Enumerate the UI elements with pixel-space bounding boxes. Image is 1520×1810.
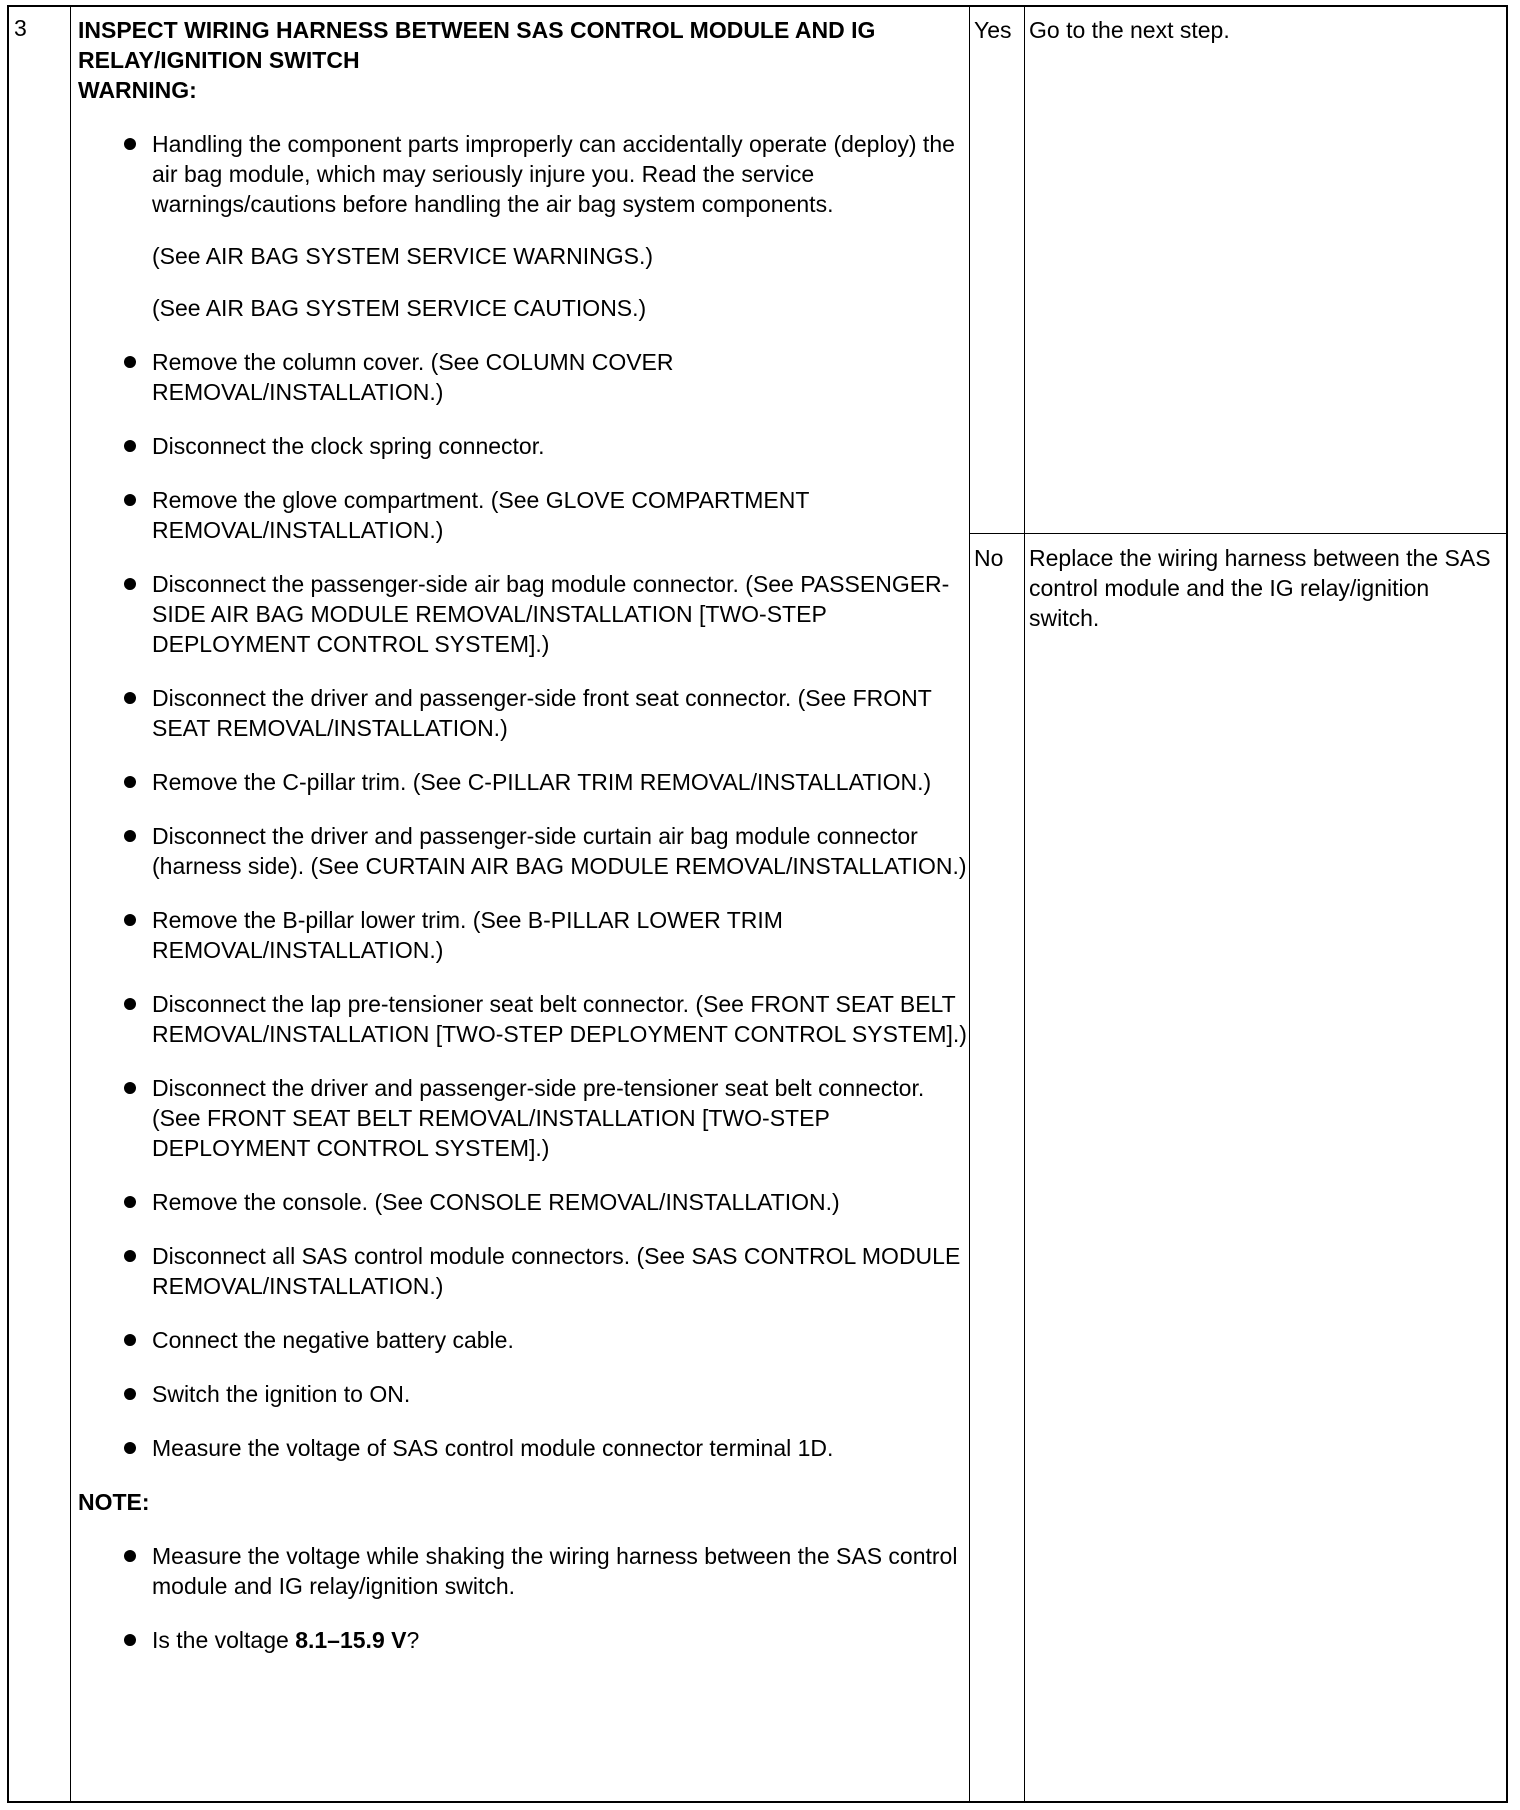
- question-prefix: Is the voltage: [152, 1627, 296, 1653]
- bullet-icon: [124, 578, 136, 590]
- procedure-item: Disconnect the driver and passenger-side pre-tensioner seat belt connector. (See FRONT SEAT BELT REMOVAL/INSTALLATION [TWO-STEP DEPLOYMENT CONTROL SYSTEM].): [78, 1073, 968, 1163]
- warning-text: Handling the component parts improperly can accidentally operate (deploy) the air bag module, which may seriously injure you. Read the service warnings/cautions before handling the air bag system components.: [152, 131, 955, 217]
- bullet-icon: [124, 998, 136, 1010]
- procedure-item: Measure the voltage of SAS control module connector terminal 1D.: [78, 1433, 968, 1463]
- bullet-icon: [124, 1196, 136, 1208]
- note-text: Measure the voltage while shaking the wiring harness between the SAS control module and IG relay/ignition switch.: [152, 1543, 958, 1599]
- column-divider: [70, 7, 71, 1801]
- procedure-item: Remove the column cover. (See COLUMN COVER REMOVAL/INSTALLATION.): [78, 347, 968, 407]
- procedure-item: Disconnect all SAS control module connectors. (See SAS CONTROL MODULE REMOVAL/INSTALLATION.): [78, 1241, 968, 1301]
- procedure-item: Connect the negative battery cable.: [78, 1325, 968, 1355]
- bullet-icon: [124, 1250, 136, 1262]
- step-title: INSPECT WIRING HARNESS BETWEEN SAS CONTROL MODULE AND IG RELAY/IGNITION SWITCH: [78, 17, 876, 73]
- bullet-icon: [124, 440, 136, 452]
- procedure-item: Disconnect the passenger-side air bag module connector. (See PASSENGER-SIDE AIR BAG MODULE REMOVAL/INSTALLATION [TWO-STEP DEPLOYMENT CONTROL SYSTEM].): [78, 569, 968, 659]
- bullet-icon: [124, 776, 136, 788]
- procedure-list: [78, 347, 968, 1463]
- bullet-icon: [124, 1442, 136, 1454]
- note-label: NOTE:: [78, 1489, 150, 1515]
- bullet-icon: [124, 914, 136, 926]
- column-divider: [1024, 7, 1025, 1801]
- bullet-icon: [124, 1082, 136, 1094]
- step-content: [78, 15, 968, 1655]
- row-divider: [969, 533, 1506, 534]
- procedure-item: Remove the console. (See CONSOLE REMOVAL/INSTALLATION.): [78, 1187, 968, 1217]
- bullet-icon: [124, 692, 136, 704]
- question-suffix: ?: [406, 1627, 420, 1653]
- bullet-icon: [124, 1334, 136, 1346]
- voltage-range: 8.1–15.9 V: [295, 1627, 407, 1653]
- step-number: 3: [14, 15, 27, 41]
- bullet-icon: [124, 138, 136, 150]
- bullet-icon: [124, 494, 136, 506]
- bullet-icon: [124, 356, 136, 368]
- warning-reference: (See AIR BAG SYSTEM SERVICE CAUTIONS.): [152, 295, 647, 321]
- procedure-item: Disconnect the driver and passenger-side curtain air bag module connector (harness side). (See CURTAIN AIR BAG MODULE REMOVAL/INSTALLATION.): [78, 821, 968, 881]
- procedure-item: Remove the C-pillar trim. (See C-PILLAR TRIM REMOVAL/INSTALLATION.): [78, 767, 968, 797]
- bullet-icon: [124, 830, 136, 842]
- procedure-item: Switch the ignition to ON.: [78, 1379, 968, 1409]
- no-action: Replace the wiring harness between the SAS control module and the IG relay/ignition switch.: [1029, 545, 1491, 631]
- question-item: [78, 1625, 968, 1655]
- note-item: [78, 1541, 968, 1601]
- column-divider: [969, 7, 970, 1801]
- procedure-item: Disconnect the driver and passenger-side front seat connector. (See FRONT SEAT REMOVAL/INSTALLATION.): [78, 683, 968, 743]
- warning-reference: (See AIR BAG SYSTEM SERVICE WARNINGS.): [152, 243, 654, 269]
- yes-action: Go to the next step.: [1029, 17, 1230, 43]
- bullet-icon: [124, 1388, 136, 1400]
- bullet-icon: [124, 1550, 136, 1562]
- warning-label: WARNING:: [78, 77, 197, 103]
- procedure-item: Remove the glove compartment. (See GLOVE COMPARTMENT REMOVAL/INSTALLATION.): [78, 485, 968, 545]
- procedure-item: Disconnect the clock spring connector.: [78, 431, 968, 461]
- bullet-icon: [124, 1634, 136, 1646]
- procedure-item: Remove the B-pillar lower trim. (See B-PILLAR LOWER TRIM REMOVAL/INSTALLATION.): [78, 905, 968, 965]
- warning-item: [78, 129, 968, 323]
- diagnostic-step-table: [7, 5, 1508, 1803]
- yes-label: Yes: [974, 17, 1012, 43]
- no-label: No: [974, 545, 1004, 571]
- procedure-item: Disconnect the lap pre-tensioner seat belt connector. (See FRONT SEAT BELT REMOVAL/INSTALLATION [TWO-STEP DEPLOYMENT CONTROL SYSTEM].): [78, 989, 968, 1049]
